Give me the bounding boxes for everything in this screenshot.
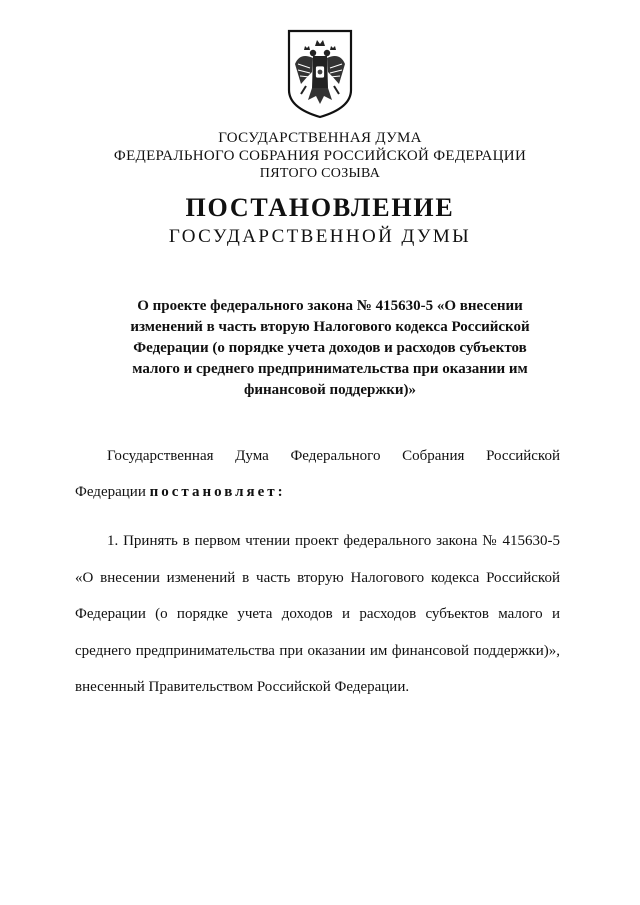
document-subtype: ГОСУДАРСТВЕННОЙ ДУМЫ bbox=[168, 226, 472, 247]
subject-line: финансовой поддержки)» bbox=[243, 382, 417, 398]
preamble-paragraph bbox=[75, 438, 560, 510]
subject-line: Федерации (о порядке учета доходов и расходов субъектов bbox=[133, 340, 527, 356]
org-name-line2: ФЕДЕРАЛЬНОГО СОБРАНИЯ РОССИЙСКОЙ ФЕДЕРАЦИИ bbox=[113, 148, 527, 164]
state-emblem-icon bbox=[286, 28, 354, 120]
convocation: ПЯТОГО СОЗЫВА bbox=[259, 166, 381, 181]
subject-line: изменений в часть вторую Налогового кодекса Российской bbox=[130, 319, 530, 335]
resolution-item-1: 1. Принять в первом чтении проект федерального закона № 415630-5 «О внесении изменений в часть вторую Налогового кодекса Российской Федерации (о порядке учета доходов и расходов субъектов малого и среднего предпринимательства при оказании им финансовой поддержки)», внесенный Правительством Российской Федерации. bbox=[75, 533, 560, 695]
subject-line: малого и среднего предпринимательства при оказании им bbox=[132, 361, 528, 377]
resolution-subject bbox=[110, 296, 550, 401]
subject-line: О проекте федерального закона № 415630-5 «О внесении bbox=[137, 298, 523, 314]
document-type: ПОСТАНОВЛЕНИЕ bbox=[185, 193, 455, 222]
resolves-word: постановляет: bbox=[149, 484, 286, 500]
preamble-text: Государственная Дума Федерального Собрания Российской Федерации bbox=[75, 448, 560, 500]
org-name-line1: ГОСУДАРСТВЕННАЯ ДУМА bbox=[218, 130, 422, 146]
